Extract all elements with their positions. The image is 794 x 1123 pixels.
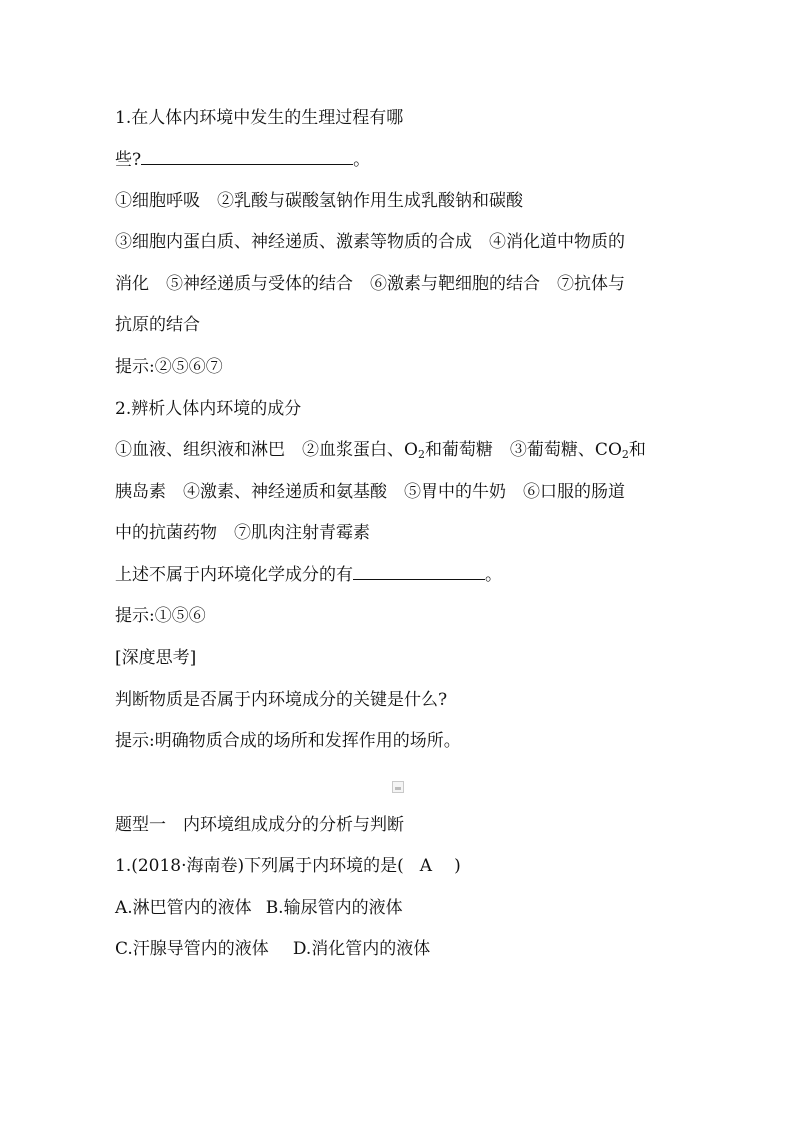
- q1-hint: 提示:②⑤⑥⑦: [115, 357, 223, 377]
- q1-options-line4: 抗原的结合: [115, 315, 200, 335]
- deep-thinking-hint: 提示:明确物质合成的场所和发挥作用的场所。: [115, 731, 461, 751]
- type1-answer: A: [419, 856, 433, 876]
- type1-heading: 题型一 内环境组成成分的分析与判断: [115, 815, 404, 835]
- broken-image-icon: [392, 781, 404, 793]
- option-d: D.消化管内的液体: [292, 939, 431, 959]
- type1-options-ab: [115, 896, 698, 920]
- q2-question: 上述不属于内环境化学成分的有 。: [115, 565, 502, 585]
- q2-options-line1: ①血液、组织液和淋巴 ②血浆蛋白、$O_2$和葡萄糖 ③葡萄糖、$CO_2$和: [115, 440, 646, 461]
- option-a: A.淋巴管内的液体: [115, 898, 252, 918]
- option-b: B.输尿管内的液体: [265, 898, 403, 918]
- option-c: C.汗腺导管内的液体: [115, 939, 269, 959]
- q1-options-line1: ①细胞呼吸 ②乳酸与碳酸氢钠作用生成乳酸钠和碳酸: [115, 191, 523, 211]
- deep-thinking-question: 判断物质是否属于内环境成分的关键是什么?: [115, 690, 448, 710]
- q1-options-line2: ③细胞内蛋白质、神经递质、激素等物质的合成 ④消化道中物质的: [115, 232, 625, 252]
- type1-question: 1.(2018·海南卷)下列属于内环境的是( A ): [115, 856, 461, 876]
- type1-options-cd: [115, 937, 698, 961]
- q2-hint: 提示:①⑤⑥: [115, 606, 206, 626]
- q2-options-line2: 胰岛素 ④激素、神经递质和氨基酸 ⑤胃中的牛奶 ⑥口服的肠道: [115, 482, 625, 502]
- deep-thinking-heading: [深度思考]: [115, 648, 197, 668]
- q1-line2: 些? 。: [115, 150, 371, 170]
- q1-line1: 1.在人体内环境中发生的生理过程有哪: [115, 108, 404, 128]
- q1-answer-blank: [141, 148, 353, 165]
- q2-title: 2.辨析人体内环境的成分: [115, 399, 302, 419]
- q2-options-line3: 中的抗菌药物 ⑦肌肉注射青霉素: [115, 523, 370, 543]
- q2-answer-blank: [353, 563, 485, 580]
- q1-options-line3: 消化 ⑤神经递质与受体的结合 ⑥激素与靶细胞的结合 ⑦抗体与: [115, 274, 625, 294]
